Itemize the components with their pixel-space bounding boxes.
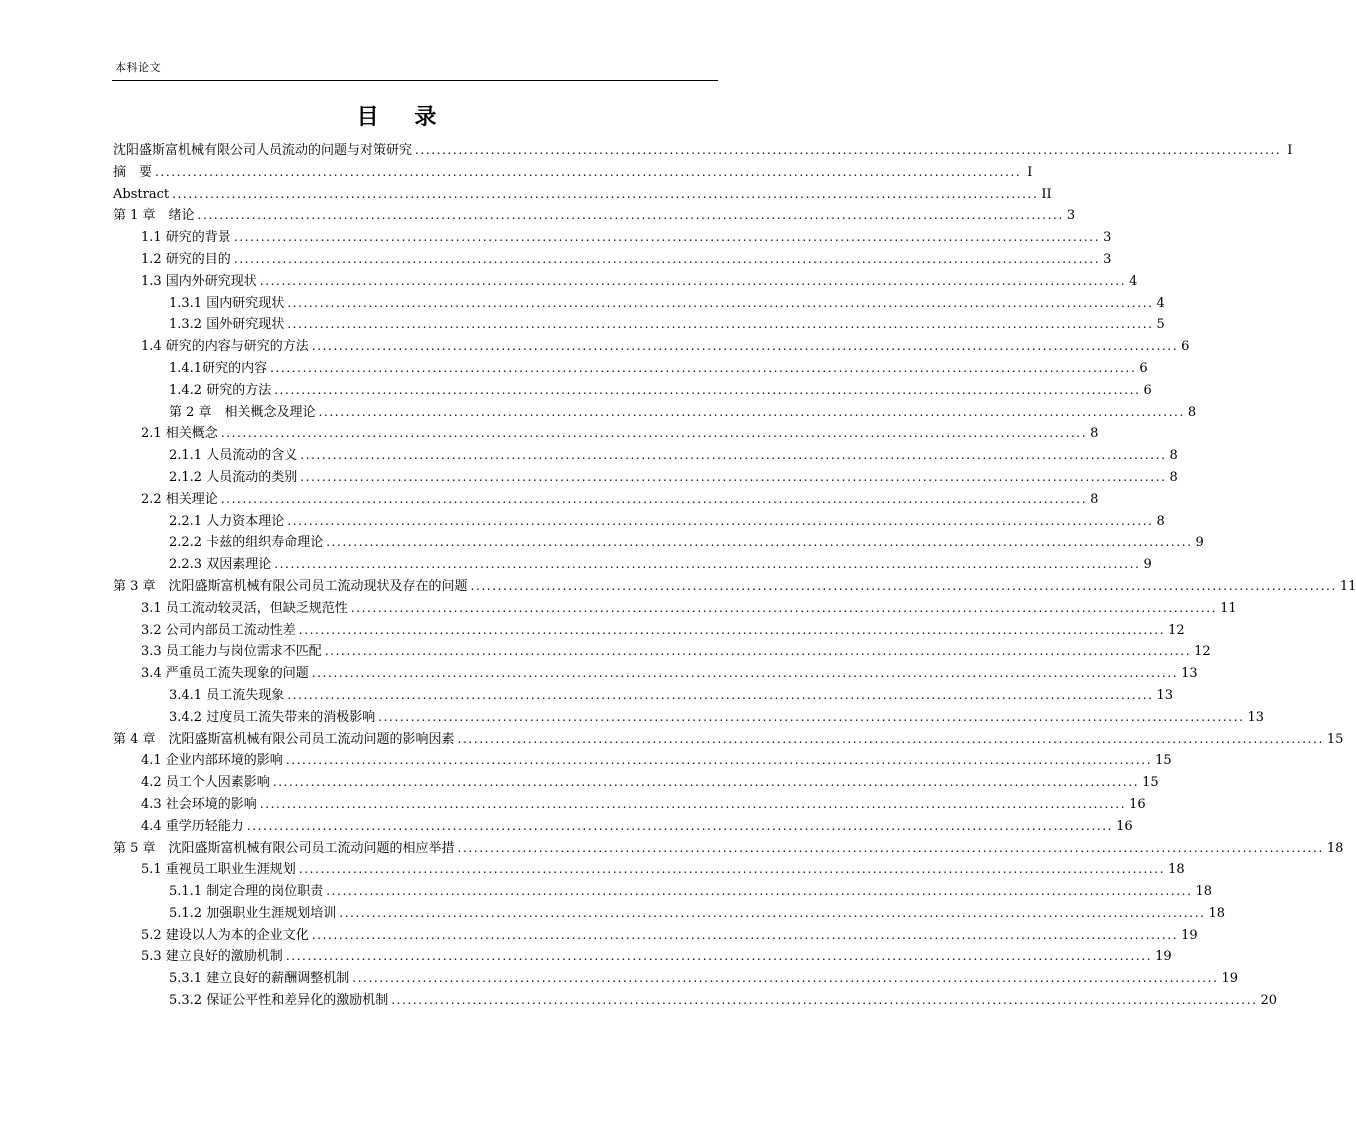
toc-entry-page: 20	[1260, 993, 1278, 1009]
toc-dot-leader: ................................................................................................................................................................	[300, 448, 1167, 463]
toc-entry[interactable]	[113, 162, 1033, 184]
toc-dot-leader: ................................................................................................................................................................	[285, 949, 1153, 964]
toc-entry-page: 19	[1221, 971, 1239, 987]
toc-entry-label: 第 2 章 相关概念及理论	[169, 404, 316, 420]
toc-entry[interactable]	[113, 489, 1099, 511]
toc-entry-page: 19	[1155, 949, 1172, 965]
toc-dot-leader: ................................................................................................................................................................	[326, 884, 1193, 899]
toc-entry-label: 5.1.2 加强职业生涯规划培训	[169, 905, 337, 921]
toc-dot-leader: ................................................................................................................................................................	[172, 186, 1039, 201]
toc-dot-leader: ................................................................................................................................................................	[318, 404, 1185, 419]
toc-entry-page: 4	[1129, 273, 1138, 289]
toc-entry-label: 3.4.1 员工流失现象	[169, 687, 285, 703]
toc-dot-leader: ................................................................................................................................................................	[259, 273, 1127, 288]
toc-entry-page: 18	[1168, 862, 1185, 878]
toc-entry-page: 5	[1156, 317, 1165, 333]
toc-entry[interactable]	[113, 750, 1172, 772]
toc-dot-leader: ................................................................................................................................................................	[287, 317, 1154, 332]
toc-entry-page: 11	[1220, 600, 1237, 616]
toc-entry-label: 摘 要	[113, 164, 153, 180]
toc-entry-label: 2.2.2 卡兹的组织寿命理论	[169, 535, 324, 551]
toc-dot-leader: ................................................................................................................................................................	[352, 971, 1219, 986]
toc-title: 目 录	[356, 105, 451, 130]
toc-dot-leader: ................................................................................................................................................................	[311, 666, 1179, 681]
toc-dot-leader: ................................................................................................................................................................	[339, 905, 1206, 920]
toc-entry-label: 2.1.1 人员流动的含义	[169, 448, 298, 464]
toc-entry-label: 4.4 重学历轻能力	[141, 818, 244, 834]
toc-dot-leader: ................................................................................................................................................................	[287, 513, 1154, 528]
toc-entry-label: 3.3 员工能力与岗位需求不匹配	[141, 644, 322, 660]
toc-dot-leader: ................................................................................................................................................................	[274, 382, 1141, 397]
toc-entry-label: 5.2 建设以人为本的企业文化	[141, 927, 309, 943]
toc-entry-page: 8	[1090, 426, 1099, 442]
toc-entry[interactable]	[113, 445, 1178, 467]
toc-dot-leader: ................................................................................................................................................................	[457, 840, 1324, 855]
toc-entry-label: 第 5 章 沈阳盛斯富机械有限公司员工流动问题的相应举措	[113, 840, 455, 856]
toc-entry-label: 2.2.1 人力资本理论	[169, 513, 285, 529]
toc-entry-page: 13	[1181, 666, 1198, 682]
toc-entry-page: 3	[1103, 230, 1112, 246]
toc-entry-label: Abstract	[113, 186, 170, 202]
toc-entry-label: 1.3.1 国内研究现状	[169, 295, 285, 311]
toc-entry[interactable]	[113, 838, 1344, 860]
toc-entry[interactable]	[113, 598, 1237, 620]
toc-entry-page: 8	[1169, 448, 1178, 464]
toc-entry-label: 1.3.2 国外研究现状	[169, 317, 285, 333]
table-of-contents	[113, 140, 1356, 1012]
toc-entry[interactable]	[113, 881, 1213, 903]
toc-dot-leader: ................................................................................................................................................................	[272, 775, 1140, 790]
toc-dot-leader: ................................................................................................................................................................	[155, 164, 1022, 179]
toc-entry-page: 16	[1129, 796, 1146, 812]
toc-entry-page: 12	[1194, 644, 1211, 660]
toc-entry-label: 第 4 章 沈阳盛斯富机械有限公司员工流动问题的影响因素	[113, 731, 455, 747]
toc-entry-label: 沈阳盛斯富机械有限公司人员流动的问题与对策研究	[113, 143, 413, 158]
toc-entry[interactable]	[113, 423, 1099, 445]
toc-entry-page: 6	[1139, 360, 1148, 376]
toc-entry[interactable]	[113, 772, 1159, 794]
toc-entry-page: 3	[1103, 251, 1112, 267]
toc-entry[interactable]	[113, 707, 1265, 729]
toc-entry-label: 3.4.2 过度员工流失带来的消极影响	[169, 709, 376, 725]
toc-dot-leader: ................................................................................................................................................................	[378, 709, 1245, 724]
toc-entry[interactable]	[113, 925, 1198, 947]
toc-entry-label: 1.4.2 研究的方法	[169, 382, 272, 398]
toc-entry[interactable]	[113, 641, 1211, 663]
toc-dot-leader: ................................................................................................................................................................	[311, 339, 1179, 354]
toc-entry-page: 8	[1169, 469, 1178, 485]
toc-entry-page: 16	[1116, 818, 1133, 834]
toc-entry-label: 2.2 相关理论	[141, 491, 218, 507]
toc-entry[interactable]	[113, 271, 1138, 293]
toc-entry[interactable]	[113, 140, 1293, 162]
toc-entry[interactable]	[113, 903, 1226, 925]
toc-entry-page: 15	[1142, 775, 1159, 791]
toc-entry-label: 5.3.1 建立良好的薪酬调整机制	[169, 971, 350, 987]
toc-entry-page: 9	[1143, 557, 1152, 573]
toc-entry-page: 18	[1326, 840, 1344, 856]
toc-entry-page: 9	[1195, 535, 1204, 551]
toc-entry[interactable]	[113, 227, 1112, 249]
toc-entry-label: 5.1 重视员工职业生涯规划	[141, 862, 296, 878]
toc-entry-page: 18	[1195, 884, 1213, 900]
toc-entry-label: 4.2 员工个人因素影响	[141, 775, 270, 791]
toc-entry-label: 3.2 公司内部员工流动性差	[141, 622, 296, 638]
toc-dot-leader: ................................................................................................................................................................	[350, 600, 1218, 615]
toc-entry-page: 19	[1181, 927, 1198, 943]
toc-dot-leader: ................................................................................................................................................................	[391, 993, 1258, 1008]
toc-entry-page: 13	[1156, 687, 1174, 703]
toc-entry-page: 8	[1090, 491, 1099, 507]
toc-entry-page: 18	[1208, 905, 1226, 921]
toc-entry-label: 1.1 研究的背景	[141, 230, 231, 246]
toc-entry[interactable]	[113, 685, 1174, 707]
toc-entry[interactable]	[113, 663, 1198, 685]
header-rule	[112, 80, 718, 81]
toc-entry[interactable]	[113, 205, 1076, 227]
toc-entry-label: 1.4.1研究的内容	[169, 360, 268, 376]
toc-entry-page: 3	[1066, 208, 1076, 224]
toc-entry-label: 第 1 章 绪论	[113, 208, 195, 224]
toc-entry-page: I	[1287, 143, 1293, 158]
toc-dot-leader: ................................................................................................................................................................	[220, 491, 1088, 506]
toc-entry[interactable]	[113, 358, 1148, 380]
toc-entry-page: 8	[1187, 404, 1197, 420]
toc-entry-label: 4.3 社会环境的影响	[141, 796, 257, 812]
toc-dot-leader: ................................................................................................................................................................	[246, 818, 1114, 833]
toc-dot-leader: ................................................................................................................................................................	[300, 469, 1167, 484]
toc-entry[interactable]	[113, 380, 1152, 402]
toc-dot-leader: ................................................................................................................................................................	[298, 622, 1166, 637]
toc-entry[interactable]	[113, 816, 1133, 838]
toc-entry-page: I	[1027, 164, 1033, 180]
toc-entry-page: 11	[1339, 578, 1356, 594]
toc-entry[interactable]	[113, 314, 1165, 336]
toc-dot-leader: ................................................................................................................................................................	[298, 862, 1166, 877]
page-header: 本科论文	[115, 61, 161, 74]
toc-entry[interactable]	[113, 794, 1146, 816]
toc-entry-page: 8	[1156, 513, 1165, 529]
toc-dot-leader: ................................................................................................................................................................	[287, 295, 1154, 310]
toc-entry-page: 15	[1326, 731, 1344, 747]
toc-entry[interactable]	[113, 990, 1278, 1012]
toc-entry[interactable]	[113, 859, 1185, 881]
toc-entry-label: 第 3 章 沈阳盛斯富机械有限公司员工流动现状及存在的问题	[113, 578, 468, 594]
toc-entry-page: 6	[1143, 382, 1152, 398]
toc-dot-leader: ................................................................................................................................................................	[415, 143, 1282, 157]
toc-entry-page: 13	[1247, 709, 1265, 725]
toc-entry-page: 6	[1181, 339, 1190, 355]
toc-dot-leader: ................................................................................................................................................................	[197, 208, 1064, 223]
toc-dot-leader: ................................................................................................................................................................	[457, 731, 1324, 746]
toc-entry[interactable]	[113, 620, 1185, 642]
toc-dot-leader: ................................................................................................................................................................	[470, 578, 1337, 593]
toc-entry[interactable]	[113, 946, 1172, 968]
toc-entry-label: 5.3.2 保证公平性和差异化的激励机制	[169, 993, 389, 1009]
toc-entry-label: 3.4 严重员工流失现象的问题	[141, 666, 309, 682]
toc-entry[interactable]	[113, 184, 1052, 206]
toc-entry-label: 2.1.2 人员流动的类别	[169, 469, 298, 485]
toc-dot-leader: ................................................................................................................................................................	[270, 360, 1137, 375]
toc-entry[interactable]	[113, 293, 1165, 315]
toc-entry-page: 4	[1156, 295, 1165, 311]
toc-dot-leader: ................................................................................................................................................................	[220, 426, 1088, 441]
toc-entry-label: 2.1 相关概念	[141, 426, 218, 442]
toc-entry[interactable]	[113, 511, 1165, 533]
toc-entry[interactable]	[113, 729, 1344, 751]
toc-dot-leader: ................................................................................................................................................................	[324, 644, 1192, 659]
toc-dot-leader: ................................................................................................................................................................	[233, 251, 1101, 266]
toc-entry[interactable]	[113, 554, 1152, 576]
toc-entry-label: 3.1 员工流动较灵活，但缺乏规范性	[141, 600, 348, 616]
toc-dot-leader: ................................................................................................................................................................	[287, 687, 1154, 702]
toc-dot-leader: ................................................................................................................................................................	[259, 796, 1127, 811]
toc-entry[interactable]	[113, 532, 1204, 554]
toc-entry[interactable]	[113, 467, 1178, 489]
toc-entry[interactable]	[113, 249, 1112, 271]
toc-entry[interactable]	[113, 336, 1190, 358]
toc-dot-leader: ................................................................................................................................................................	[311, 927, 1179, 942]
toc-dot-leader: ................................................................................................................................................................	[326, 535, 1193, 550]
toc-entry-page: II	[1041, 186, 1052, 202]
toc-entry[interactable]	[113, 402, 1197, 424]
toc-entry-label: 2.2.3 双因素理论	[169, 557, 272, 573]
toc-dot-leader: ................................................................................................................................................................	[285, 753, 1153, 768]
toc-entry[interactable]	[113, 968, 1239, 990]
toc-entry-page: 12	[1168, 622, 1185, 638]
toc-dot-leader: ................................................................................................................................................................	[274, 557, 1141, 572]
toc-entry-page: 15	[1155, 753, 1172, 769]
toc-entry-label: 5.1.1 制定合理的岗位职责	[169, 884, 324, 900]
toc-entry-label: 1.4 研究的内容与研究的方法	[141, 339, 309, 355]
toc-dot-leader: ................................................................................................................................................................	[233, 230, 1101, 245]
toc-entry-label: 1.3 国内外研究现状	[141, 273, 257, 289]
toc-entry-label: 1.2 研究的目的	[141, 251, 231, 267]
toc-entry-label: 5.3 建立良好的激励机制	[141, 949, 283, 965]
toc-entry-label: 4.1 企业内部环境的影响	[141, 753, 283, 769]
toc-entry[interactable]	[113, 576, 1356, 598]
